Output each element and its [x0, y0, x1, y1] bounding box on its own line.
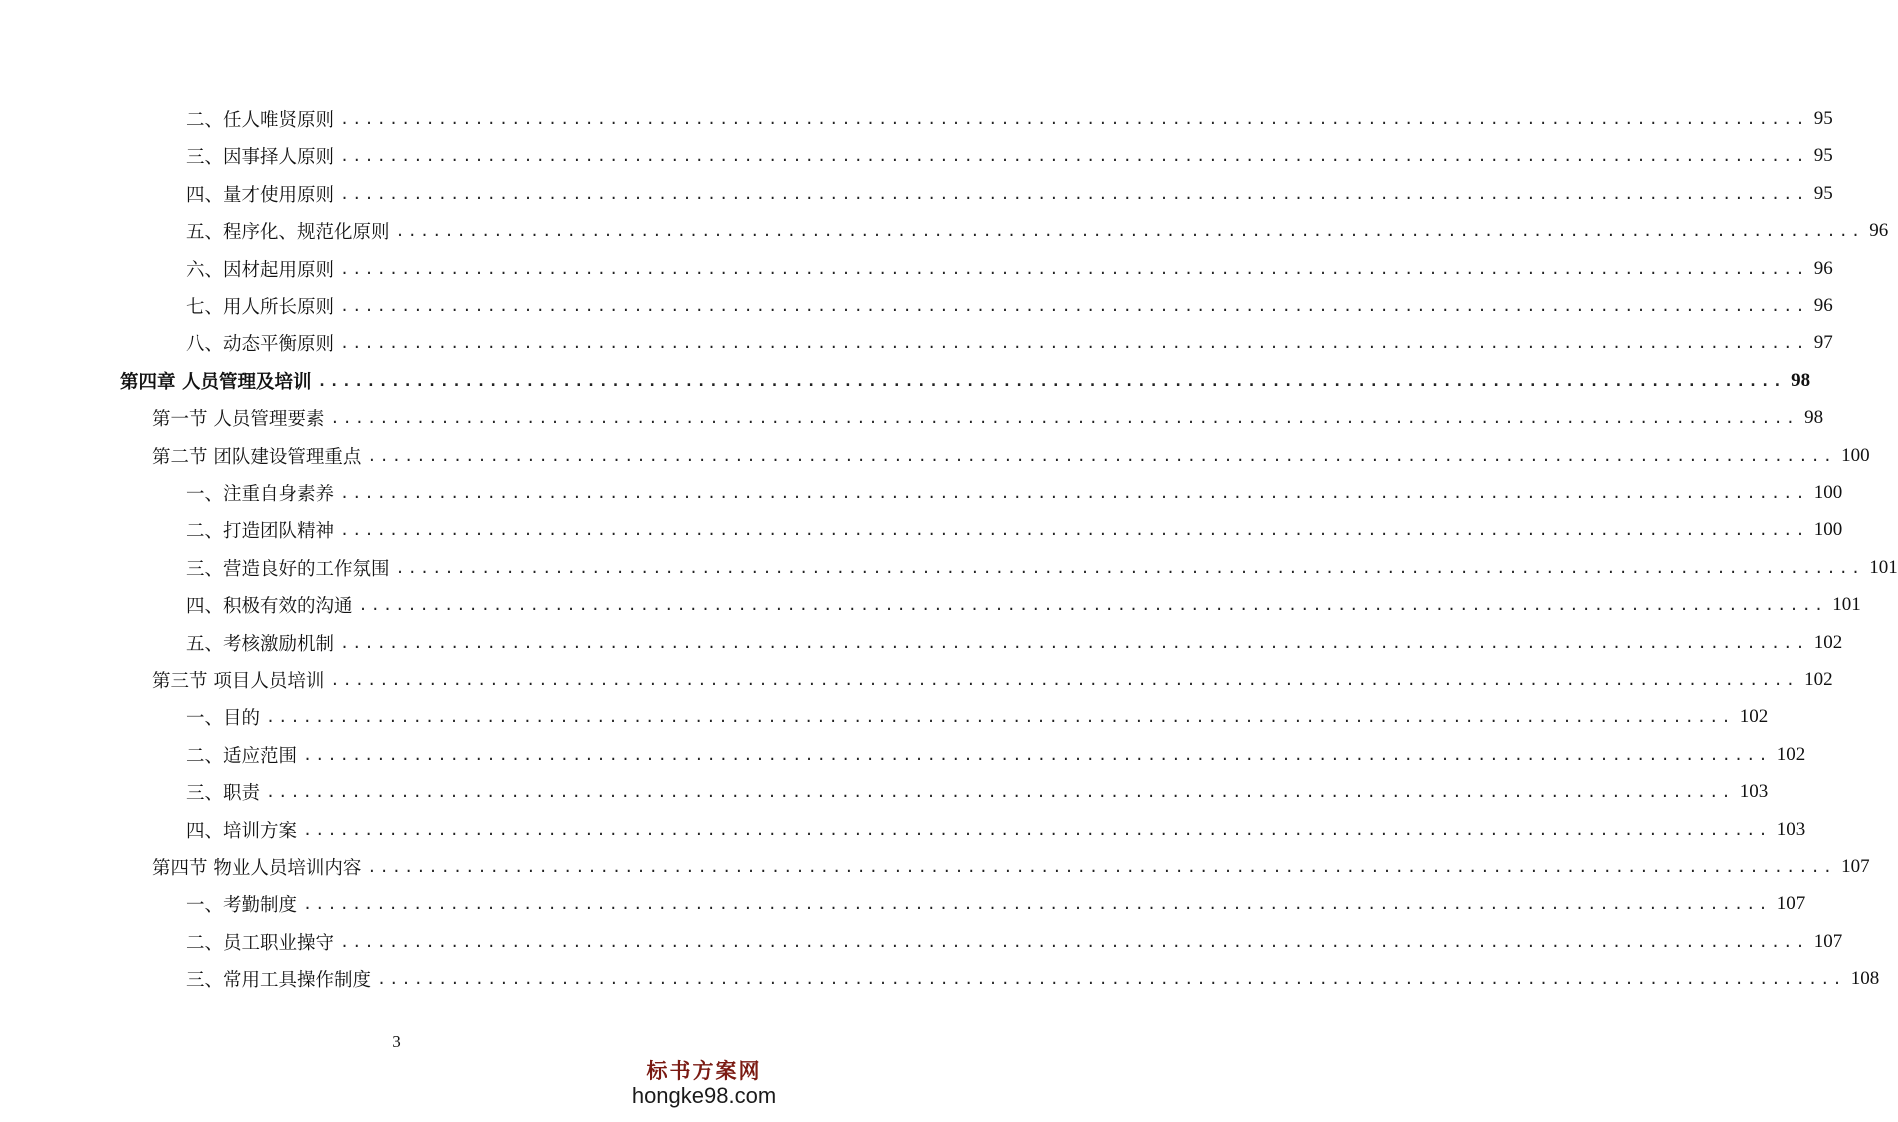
toc-dot-leader: ........................................................................................................................ [317, 371, 1786, 390]
toc-entry [0, 852, 1870, 882]
toc-entry-label: 第一节 人员管理要素 [152, 409, 325, 431]
toc-entry [0, 628, 1843, 658]
toc-entry-page: 101 [1869, 556, 1898, 578]
toc-entry-page: 95 [1813, 108, 1833, 129]
toc-dot-leader: ........................................................................................................................ [303, 895, 1771, 914]
toc-entry-label: 四、积极有效的沟通 [186, 596, 353, 618]
toc-entry-label: 二、适应范围 [186, 745, 298, 767]
toc-entry-label: 一、考勤制度 [186, 895, 298, 917]
toc-entry [0, 590, 1861, 620]
toc-entry-page: 102 [1776, 743, 1806, 765]
toc-entry-label: 四、量才使用原则 [186, 184, 335, 206]
toc-entry-page: 102 [1813, 631, 1843, 653]
toc-entry-page: 100 [1841, 444, 1870, 466]
toc-dot-leader: ........................................................................................................................ [340, 633, 1808, 652]
toc-entry-label: 八、动态平衡原则 [186, 334, 335, 356]
toc-entry-page: 102 [1804, 669, 1833, 690]
toc-entry-label: 三、因事择人原则 [186, 147, 335, 169]
toc-entry-label: 三、常用工具操作制度 [186, 970, 372, 992]
toc-dot-leader: ........................................................................................................................ [395, 222, 1864, 241]
toc-entry [0, 889, 1806, 919]
toc-entry [0, 665, 1833, 695]
toc-entry-page: 100 [1813, 519, 1843, 541]
toc-dot-leader: ........................................................................................................................ [340, 184, 1808, 203]
toc-entry [0, 964, 1880, 994]
toc-entry-page: 103 [1776, 818, 1806, 840]
watermark-url: hongke98.com [631, 1083, 777, 1108]
toc-entry [0, 702, 1769, 732]
toc-entry [0, 254, 1833, 284]
toc-entry-page: 98 [1804, 407, 1824, 429]
toc-entry [0, 553, 1898, 583]
toc-entry-label: 二、任人唯贤原则 [186, 110, 335, 131]
toc-entry-label: 三、职责 [186, 783, 261, 805]
toc-dot-leader: ........................................................................................................................ [266, 783, 1734, 802]
toc-entry-page: 107 [1841, 856, 1870, 877]
toc-entry-label: 第四章 人员管理及培训 [120, 371, 312, 393]
toc-entry-label: 第四节 物业人员培训内容 [152, 858, 362, 879]
toc-entry [0, 291, 1833, 321]
toc-dot-leader: ........................................................................................................................ [377, 970, 1845, 989]
toc-dot-leader: ........................................................................................................................ [367, 858, 1836, 876]
toc-entry [0, 441, 1870, 471]
toc-entry [0, 328, 1833, 358]
watermark-logo [629, 1058, 779, 1116]
toc-entry-page: 96 [1813, 295, 1833, 316]
toc-entry [0, 815, 1806, 845]
toc-entry-page: 95 [1813, 145, 1833, 167]
toc-entry [0, 403, 1824, 433]
toc-dot-leader: ........................................................................................................................ [395, 558, 1864, 577]
toc-entry-label: 一、注重自身素养 [186, 484, 335, 505]
toc-dot-leader: ........................................................................................................................ [330, 671, 1799, 689]
toc-dot-leader: ........................................................................................................................ [358, 596, 1827, 615]
toc-entry-label: 二、员工职业操守 [186, 932, 335, 954]
toc-dot-leader: ........................................................................................................................ [340, 484, 1808, 502]
toc-dot-leader: ........................................................................................................................ [303, 820, 1771, 839]
toc-entry-label: 七、用人所长原则 [186, 297, 335, 318]
toc-dot-leader: ........................................................................................................................ [340, 521, 1808, 540]
toc-dot-leader: ........................................................................................................................ [367, 446, 1836, 465]
toc-entry-label: 四、培训方案 [186, 820, 298, 842]
toc-entry [0, 478, 1843, 508]
toc-dot-leader: ........................................................................................................................ [340, 110, 1808, 128]
toc-entry [0, 740, 1806, 770]
toc-entry-page: 96 [1869, 220, 1889, 242]
toc-entry-page: 97 [1813, 332, 1833, 354]
toc-entry [0, 179, 1833, 209]
toc-entry-page: 101 [1832, 594, 1861, 616]
toc-entry-label: 三、营造良好的工作氛围 [186, 558, 390, 580]
toc-dot-leader: ........................................................................................................................ [340, 334, 1808, 353]
toc-entry-label: 第三节 项目人员培训 [152, 671, 325, 692]
toc-entry [0, 515, 1843, 545]
toc-entry-label: 五、考核激励机制 [186, 633, 335, 655]
toc-entry-label: 五、程序化、规范化原则 [186, 222, 390, 244]
toc-entry [0, 104, 1833, 134]
page-number: 3 [392, 1032, 401, 1051]
toc-entry-page: 107 [1776, 893, 1806, 915]
toc-entry-label: 二、打造团队精神 [186, 521, 335, 543]
toc-entry-page: 95 [1813, 182, 1833, 204]
toc-dot-leader: ........................................................................................................................ [266, 708, 1734, 727]
toc-entry-page: 103 [1739, 781, 1769, 803]
toc-entry-page: 98 [1791, 369, 1811, 391]
toc-entry-page: 100 [1813, 482, 1843, 503]
toc-entry-page: 96 [1813, 257, 1833, 279]
toc-entry-page: 107 [1813, 930, 1843, 952]
watermark-title: 标书方案网 [646, 1058, 762, 1083]
toc-entry-label: 六、因材起用原则 [186, 259, 335, 281]
toc-dot-leader: ........................................................................................................................ [340, 259, 1808, 278]
toc-entry-label: 一、目的 [186, 708, 261, 730]
toc-dot-leader: ........................................................................................................................ [340, 147, 1808, 166]
toc-entry [0, 927, 1843, 957]
toc-entry-page: 108 [1850, 968, 1880, 990]
toc-dot-leader: ........................................................................................................................ [340, 297, 1808, 315]
toc-entry [0, 216, 1889, 246]
toc-entry [0, 141, 1833, 171]
toc-entry-page: 102 [1739, 706, 1769, 728]
toc-dot-leader: ........................................................................................................................ [330, 409, 1799, 428]
toc-dot-leader: ........................................................................................................................ [340, 932, 1808, 951]
toc-entry [0, 777, 1769, 807]
toc-dot-leader: ........................................................................................................................ [303, 745, 1771, 764]
toc-entry [0, 366, 1811, 396]
toc-entry-label: 第二节 团队建设管理重点 [152, 446, 362, 468]
